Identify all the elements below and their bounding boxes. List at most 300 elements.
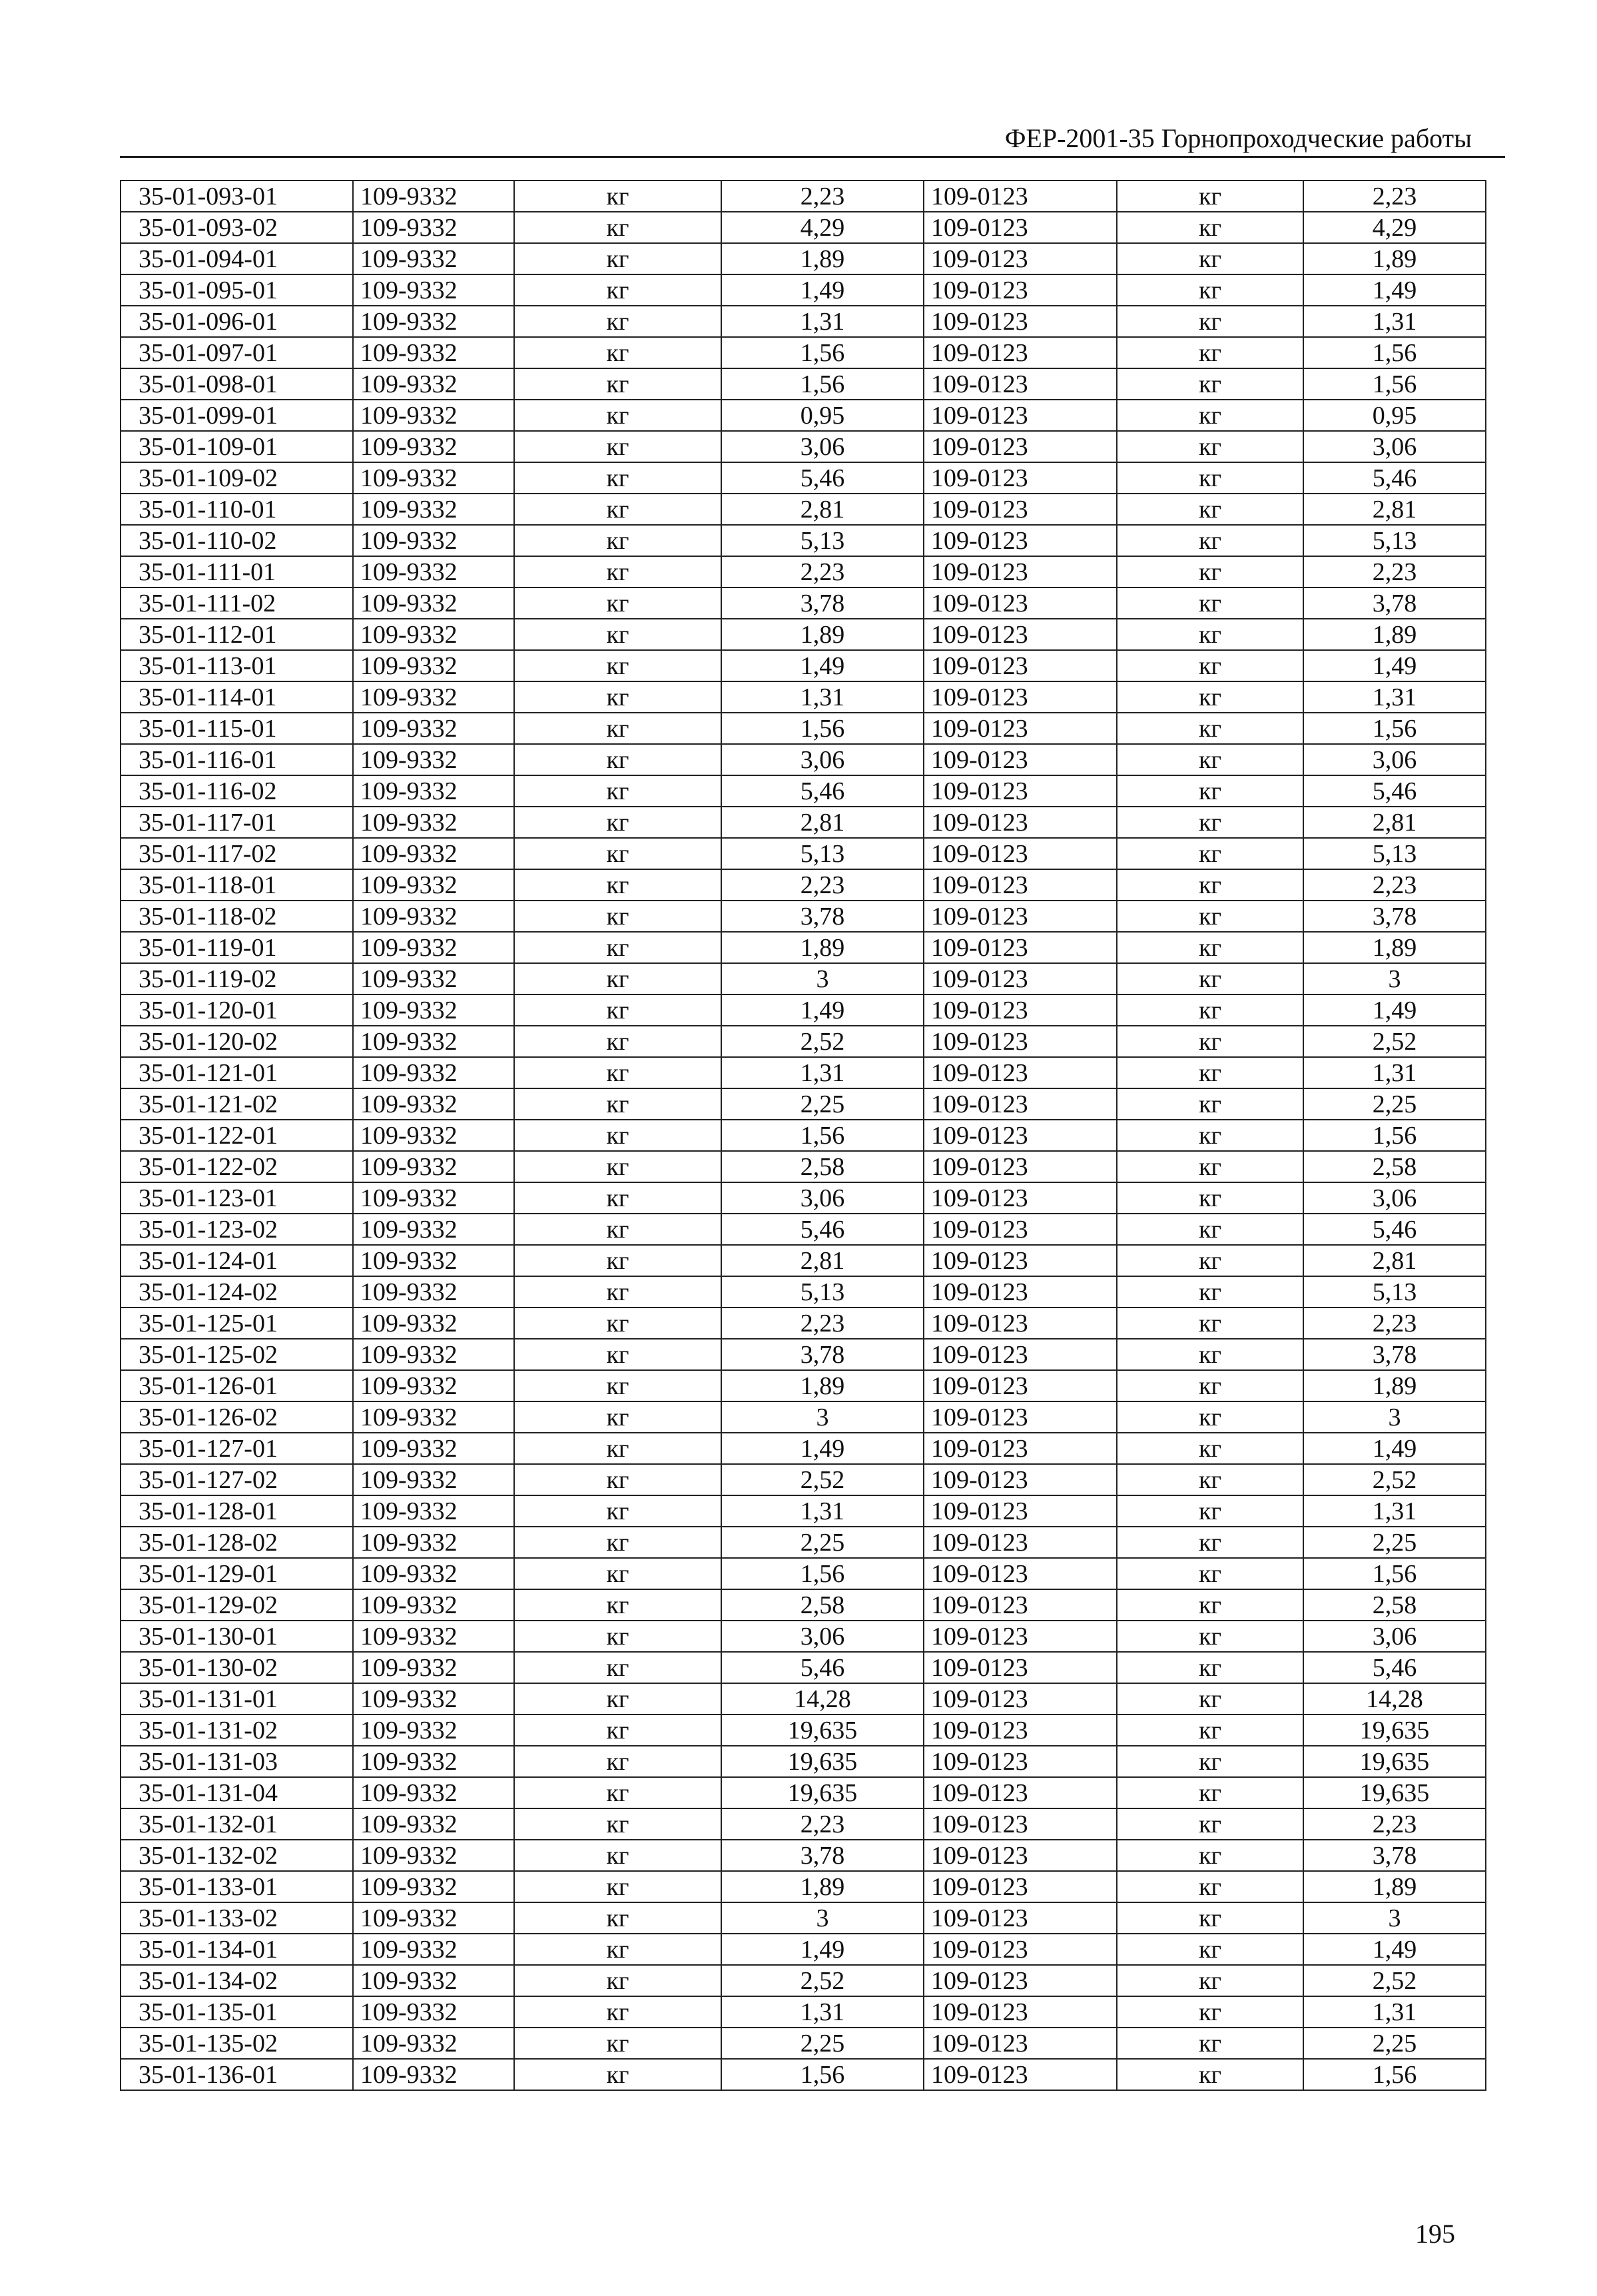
norm-code-cell: 35-01-130-02 xyxy=(121,1652,353,1683)
unit-cell: кг xyxy=(514,525,721,556)
resource-code-cell: 109-9332 xyxy=(353,994,514,1026)
replacement-unit-cell: кг xyxy=(1117,368,1303,400)
table-row xyxy=(121,1808,1486,1840)
norm-code-cell: 35-01-132-01 xyxy=(121,1808,353,1840)
quantity-cell: 3,78 xyxy=(721,587,924,619)
quantity-cell: 2,81 xyxy=(721,494,924,525)
replacement-quantity-cell: 3,78 xyxy=(1303,587,1486,619)
replacement-unit-cell: кг xyxy=(1117,1840,1303,1871)
norm-code-cell: 35-01-128-01 xyxy=(121,1495,353,1527)
replacement-unit-cell: кг xyxy=(1117,619,1303,650)
replacement-quantity-cell: 19,635 xyxy=(1303,1715,1486,1746)
unit-cell: кг xyxy=(514,1746,721,1777)
table-row xyxy=(121,994,1486,1026)
replacement-unit-cell: кг xyxy=(1117,1057,1303,1088)
norm-code-cell: 35-01-094-01 xyxy=(121,243,353,274)
norm-code-cell: 35-01-111-01 xyxy=(121,556,353,587)
unit-cell: кг xyxy=(514,1683,721,1715)
table-row xyxy=(121,807,1486,838)
replacement-quantity-cell: 1,49 xyxy=(1303,650,1486,681)
resource-code-cell: 109-9332 xyxy=(353,2028,514,2059)
quantity-cell: 1,56 xyxy=(721,2059,924,2090)
replacement-unit-cell: кг xyxy=(1117,2028,1303,2059)
replacement-unit-cell: кг xyxy=(1117,494,1303,525)
replacement-unit-cell: кг xyxy=(1117,431,1303,462)
quantity-cell: 1,31 xyxy=(721,681,924,713)
norm-code-cell: 35-01-119-02 xyxy=(121,963,353,994)
replacement-quantity-cell: 2,23 xyxy=(1303,556,1486,587)
resource-code-cell: 109-9332 xyxy=(353,1965,514,1996)
resource-code-cell: 109-9332 xyxy=(353,650,514,681)
table-row xyxy=(121,1746,1486,1777)
norm-code-cell: 35-01-117-01 xyxy=(121,807,353,838)
quantity-cell: 5,46 xyxy=(721,1214,924,1245)
replacement-unit-cell: кг xyxy=(1117,556,1303,587)
replacement-quantity-cell: 5,46 xyxy=(1303,1652,1486,1683)
replacement-quantity-cell: 2,81 xyxy=(1303,1245,1486,1276)
quantity-cell: 3 xyxy=(721,1401,924,1433)
unit-cell: кг xyxy=(514,1902,721,1934)
table-row xyxy=(121,556,1486,587)
replacement-unit-cell: кг xyxy=(1117,2059,1303,2090)
replacement-code-cell: 109-0123 xyxy=(924,1495,1117,1527)
table-row xyxy=(121,1214,1486,1245)
norm-code-cell: 35-01-110-01 xyxy=(121,494,353,525)
quantity-cell: 1,31 xyxy=(721,1495,924,1527)
replacement-quantity-cell: 19,635 xyxy=(1303,1746,1486,1777)
norm-code-cell: 35-01-110-02 xyxy=(121,525,353,556)
replacement-code-cell: 109-0123 xyxy=(924,1308,1117,1339)
replacement-code-cell: 109-0123 xyxy=(924,2028,1117,2059)
replacement-code-cell: 109-0123 xyxy=(924,963,1117,994)
norm-code-cell: 35-01-133-02 xyxy=(121,1902,353,1934)
replacement-code-cell: 109-0123 xyxy=(924,556,1117,587)
unit-cell: кг xyxy=(514,1120,721,1151)
table-row xyxy=(121,368,1486,400)
resource-code-cell: 109-9332 xyxy=(353,1808,514,1840)
quantity-cell: 1,56 xyxy=(721,1558,924,1589)
replacement-unit-cell: кг xyxy=(1117,1151,1303,1182)
quantity-cell: 5,46 xyxy=(721,462,924,494)
resource-code-cell: 109-9332 xyxy=(353,556,514,587)
replacement-unit-cell: кг xyxy=(1117,775,1303,807)
replacement-code-cell: 109-0123 xyxy=(924,1433,1117,1464)
table-row xyxy=(121,1151,1486,1182)
replacement-quantity-cell: 3 xyxy=(1303,963,1486,994)
quantity-cell: 2,52 xyxy=(721,1026,924,1057)
replacement-unit-cell: кг xyxy=(1117,1276,1303,1308)
replacement-code-cell: 109-0123 xyxy=(924,807,1117,838)
resource-code-cell: 109-9332 xyxy=(353,494,514,525)
replacement-quantity-cell: 1,89 xyxy=(1303,1370,1486,1401)
replacement-quantity-cell: 1,56 xyxy=(1303,2059,1486,2090)
resource-code-cell: 109-9332 xyxy=(353,1339,514,1370)
resource-code-cell: 109-9332 xyxy=(353,1433,514,1464)
table-row xyxy=(121,1996,1486,2028)
resource-code-cell: 109-9332 xyxy=(353,1902,514,1934)
replacement-code-cell: 109-0123 xyxy=(924,994,1117,1026)
replacement-unit-cell: кг xyxy=(1117,932,1303,963)
replacement-quantity-cell: 1,31 xyxy=(1303,306,1486,337)
resource-code-cell: 109-9332 xyxy=(353,1214,514,1245)
replacement-code-cell: 109-0123 xyxy=(924,525,1117,556)
replacement-quantity-cell: 2,81 xyxy=(1303,494,1486,525)
unit-cell: кг xyxy=(514,1276,721,1308)
replacement-unit-cell: кг xyxy=(1117,681,1303,713)
table-row xyxy=(121,1777,1486,1808)
replacement-code-cell: 109-0123 xyxy=(924,1746,1117,1777)
quantity-cell: 3,06 xyxy=(721,431,924,462)
table-row xyxy=(121,2028,1486,2059)
replacement-unit-cell: кг xyxy=(1117,1401,1303,1433)
norm-code-cell: 35-01-123-01 xyxy=(121,1182,353,1214)
replacement-quantity-cell: 1,56 xyxy=(1303,1120,1486,1151)
norm-code-cell: 35-01-132-02 xyxy=(121,1840,353,1871)
resource-code-cell: 109-9332 xyxy=(353,1871,514,1902)
replacement-quantity-cell: 3 xyxy=(1303,1902,1486,1934)
replacement-unit-cell: кг xyxy=(1117,1589,1303,1621)
norm-code-cell: 35-01-112-01 xyxy=(121,619,353,650)
unit-cell: кг xyxy=(514,1495,721,1527)
unit-cell: кг xyxy=(514,619,721,650)
resource-code-cell: 109-9332 xyxy=(353,1996,514,2028)
replacement-quantity-cell: 1,49 xyxy=(1303,1433,1486,1464)
replacement-unit-cell: кг xyxy=(1117,462,1303,494)
replacement-quantity-cell: 1,56 xyxy=(1303,368,1486,400)
quantity-cell: 1,49 xyxy=(721,274,924,306)
table-row xyxy=(121,243,1486,274)
replacement-code-cell: 109-0123 xyxy=(924,1057,1117,1088)
norm-code-cell: 35-01-121-01 xyxy=(121,1057,353,1088)
table-row xyxy=(121,1026,1486,1057)
replacement-quantity-cell: 3,78 xyxy=(1303,901,1486,932)
replacement-unit-cell: кг xyxy=(1117,713,1303,744)
replacement-code-cell: 109-0123 xyxy=(924,744,1117,775)
replacement-unit-cell: кг xyxy=(1117,1996,1303,2028)
quantity-cell: 2,23 xyxy=(721,1308,924,1339)
resource-code-cell: 109-9332 xyxy=(353,619,514,650)
table-row xyxy=(121,1527,1486,1558)
unit-cell: кг xyxy=(514,869,721,901)
replacement-code-cell: 109-0123 xyxy=(924,1370,1117,1401)
resource-code-cell: 109-9332 xyxy=(353,1276,514,1308)
norm-code-cell: 35-01-113-01 xyxy=(121,650,353,681)
table-row xyxy=(121,1339,1486,1370)
resource-code-cell: 109-9332 xyxy=(353,1621,514,1652)
table-row xyxy=(121,963,1486,994)
resource-code-cell: 109-9332 xyxy=(353,1464,514,1495)
resource-code-cell: 109-9332 xyxy=(353,431,514,462)
unit-cell: кг xyxy=(514,1182,721,1214)
unit-cell: кг xyxy=(514,1871,721,1902)
unit-cell: кг xyxy=(514,368,721,400)
resource-code-cell: 109-9332 xyxy=(353,306,514,337)
norm-code-cell: 35-01-129-01 xyxy=(121,1558,353,1589)
resource-code-cell: 109-9332 xyxy=(353,1840,514,1871)
unit-cell: кг xyxy=(514,1245,721,1276)
unit-cell: кг xyxy=(514,901,721,932)
replacement-code-cell: 109-0123 xyxy=(924,1871,1117,1902)
quantity-cell: 1,49 xyxy=(721,994,924,1026)
replacement-quantity-cell: 2,58 xyxy=(1303,1589,1486,1621)
replacement-code-cell: 109-0123 xyxy=(924,1934,1117,1965)
table-row xyxy=(121,1621,1486,1652)
replacement-quantity-cell: 19,635 xyxy=(1303,1777,1486,1808)
quantity-cell: 3,06 xyxy=(721,744,924,775)
norm-code-cell: 35-01-131-02 xyxy=(121,1715,353,1746)
table-row xyxy=(121,1652,1486,1683)
norm-code-cell: 35-01-116-02 xyxy=(121,775,353,807)
quantity-cell: 0,95 xyxy=(721,400,924,431)
quantity-cell: 2,81 xyxy=(721,807,924,838)
replacement-unit-cell: кг xyxy=(1117,1339,1303,1370)
quantity-cell: 1,89 xyxy=(721,619,924,650)
table-row xyxy=(121,2059,1486,2090)
unit-cell: кг xyxy=(514,587,721,619)
replacement-unit-cell: кг xyxy=(1117,1715,1303,1746)
norm-code-cell: 35-01-099-01 xyxy=(121,400,353,431)
quantity-cell: 1,89 xyxy=(721,1370,924,1401)
resource-code-cell: 109-9332 xyxy=(353,212,514,243)
replacement-code-cell: 109-0123 xyxy=(924,1276,1117,1308)
quantity-cell: 2,25 xyxy=(721,2028,924,2059)
norm-code-cell: 35-01-124-02 xyxy=(121,1276,353,1308)
table-row xyxy=(121,1433,1486,1464)
table-row xyxy=(121,869,1486,901)
replacement-code-cell: 109-0123 xyxy=(924,368,1117,400)
replacement-quantity-cell: 1,31 xyxy=(1303,1996,1486,2028)
resource-code-cell: 109-9332 xyxy=(353,243,514,274)
table-row xyxy=(121,1464,1486,1495)
quantity-cell: 1,49 xyxy=(721,1934,924,1965)
norm-code-cell: 35-01-096-01 xyxy=(121,306,353,337)
quantity-cell: 1,31 xyxy=(721,306,924,337)
replacement-code-cell: 109-0123 xyxy=(924,431,1117,462)
replacement-code-cell: 109-0123 xyxy=(924,2059,1117,2090)
replacement-quantity-cell: 2,58 xyxy=(1303,1151,1486,1182)
replacement-code-cell: 109-0123 xyxy=(924,1088,1117,1120)
quantity-cell: 2,23 xyxy=(721,869,924,901)
replacement-quantity-cell: 3,06 xyxy=(1303,744,1486,775)
quantity-cell: 2,23 xyxy=(721,181,924,212)
quantity-cell: 5,13 xyxy=(721,525,924,556)
norm-code-cell: 35-01-133-01 xyxy=(121,1871,353,1902)
replacement-code-cell: 109-0123 xyxy=(924,1464,1117,1495)
resource-code-cell: 109-9332 xyxy=(353,400,514,431)
resource-code-cell: 109-9332 xyxy=(353,1401,514,1433)
replacement-quantity-cell: 0,95 xyxy=(1303,400,1486,431)
unit-cell: кг xyxy=(514,1088,721,1120)
replacement-code-cell: 109-0123 xyxy=(924,1808,1117,1840)
resource-code-cell: 109-9332 xyxy=(353,1151,514,1182)
resource-code-cell: 109-9332 xyxy=(353,1558,514,1589)
table-row xyxy=(121,1088,1486,1120)
replacement-code-cell: 109-0123 xyxy=(924,1527,1117,1558)
quantity-cell: 3,78 xyxy=(721,1339,924,1370)
replacement-quantity-cell: 3,78 xyxy=(1303,1339,1486,1370)
replacement-code-cell: 109-0123 xyxy=(924,681,1117,713)
quantity-cell: 1,89 xyxy=(721,1871,924,1902)
replacement-quantity-cell: 1,89 xyxy=(1303,1871,1486,1902)
replacement-code-cell: 109-0123 xyxy=(924,1683,1117,1715)
replacement-code-cell: 109-0123 xyxy=(924,1715,1117,1746)
norm-code-cell: 35-01-123-02 xyxy=(121,1214,353,1245)
replacement-quantity-cell: 2,25 xyxy=(1303,1088,1486,1120)
norm-code-cell: 35-01-114-01 xyxy=(121,681,353,713)
replacement-unit-cell: кг xyxy=(1117,1902,1303,1934)
norm-code-cell: 35-01-115-01 xyxy=(121,713,353,744)
unit-cell: кг xyxy=(514,775,721,807)
unit-cell: кг xyxy=(514,1589,721,1621)
unit-cell: кг xyxy=(514,1621,721,1652)
unit-cell: кг xyxy=(514,1777,721,1808)
norm-code-cell: 35-01-098-01 xyxy=(121,368,353,400)
replacement-code-cell: 109-0123 xyxy=(924,1777,1117,1808)
quantity-cell: 1,56 xyxy=(721,368,924,400)
norm-code-cell: 35-01-136-01 xyxy=(121,2059,353,2090)
replacement-code-cell: 109-0123 xyxy=(924,1996,1117,2028)
replacement-unit-cell: кг xyxy=(1117,869,1303,901)
table-row xyxy=(121,431,1486,462)
replacement-unit-cell: кг xyxy=(1117,1464,1303,1495)
resource-code-cell: 109-9332 xyxy=(353,807,514,838)
replacement-unit-cell: кг xyxy=(1117,1965,1303,1996)
resource-code-cell: 109-9332 xyxy=(353,713,514,744)
quantity-cell: 19,635 xyxy=(721,1746,924,1777)
unit-cell: кг xyxy=(514,400,721,431)
replacement-unit-cell: кг xyxy=(1117,1934,1303,1965)
table-row xyxy=(121,1401,1486,1433)
quantity-cell: 5,13 xyxy=(721,1276,924,1308)
resource-code-cell: 109-9332 xyxy=(353,1308,514,1339)
page-title: ФЕР-2001-35 Горнопроходческие работы xyxy=(1004,123,1472,153)
replacement-unit-cell: кг xyxy=(1117,337,1303,368)
resource-code-cell: 109-9332 xyxy=(353,1245,514,1276)
replacement-unit-cell: кг xyxy=(1117,181,1303,212)
replacement-quantity-cell: 4,29 xyxy=(1303,212,1486,243)
replacement-code-cell: 109-0123 xyxy=(924,1589,1117,1621)
unit-cell: кг xyxy=(514,838,721,869)
resource-code-cell: 109-9332 xyxy=(353,838,514,869)
table-row xyxy=(121,901,1486,932)
quantity-cell: 3,78 xyxy=(721,1840,924,1871)
replacement-code-cell: 109-0123 xyxy=(924,337,1117,368)
replacement-code-cell: 109-0123 xyxy=(924,1151,1117,1182)
replacement-quantity-cell: 5,46 xyxy=(1303,462,1486,494)
table-row xyxy=(121,1057,1486,1088)
replacement-code-cell: 109-0123 xyxy=(924,901,1117,932)
unit-cell: кг xyxy=(514,306,721,337)
norm-code-cell: 35-01-125-02 xyxy=(121,1339,353,1370)
replacement-code-cell: 109-0123 xyxy=(924,1965,1117,1996)
replacement-code-cell: 109-0123 xyxy=(924,494,1117,525)
replacement-code-cell: 109-0123 xyxy=(924,212,1117,243)
unit-cell: кг xyxy=(514,744,721,775)
norm-code-cell: 35-01-109-01 xyxy=(121,431,353,462)
table-row xyxy=(121,619,1486,650)
replacement-unit-cell: кг xyxy=(1117,1558,1303,1589)
table-row xyxy=(121,650,1486,681)
table-row xyxy=(121,1308,1486,1339)
replacement-unit-cell: кг xyxy=(1117,1527,1303,1558)
quantity-cell: 2,23 xyxy=(721,1808,924,1840)
norm-code-cell: 35-01-117-02 xyxy=(121,838,353,869)
norm-code-cell: 35-01-127-01 xyxy=(121,1433,353,1464)
replacement-unit-cell: кг xyxy=(1117,400,1303,431)
unit-cell: кг xyxy=(514,1996,721,2028)
replacement-quantity-cell: 14,28 xyxy=(1303,1683,1486,1715)
replacement-quantity-cell: 1,89 xyxy=(1303,932,1486,963)
resource-code-cell: 109-9332 xyxy=(353,1120,514,1151)
replacement-unit-cell: кг xyxy=(1117,1808,1303,1840)
norms-table xyxy=(120,180,1486,2091)
replacement-quantity-cell: 2,23 xyxy=(1303,869,1486,901)
norm-code-cell: 35-01-131-03 xyxy=(121,1746,353,1777)
norm-code-cell: 35-01-127-02 xyxy=(121,1464,353,1495)
replacement-unit-cell: кг xyxy=(1117,1214,1303,1245)
replacement-unit-cell: кг xyxy=(1117,306,1303,337)
norm-code-cell: 35-01-134-01 xyxy=(121,1934,353,1965)
norm-code-cell: 35-01-122-01 xyxy=(121,1120,353,1151)
norm-code-cell: 35-01-109-02 xyxy=(121,462,353,494)
resource-code-cell: 109-9332 xyxy=(353,1683,514,1715)
replacement-quantity-cell: 2,52 xyxy=(1303,1026,1486,1057)
quantity-cell: 2,52 xyxy=(721,1965,924,1996)
replacement-code-cell: 109-0123 xyxy=(924,274,1117,306)
replacement-unit-cell: кг xyxy=(1117,1182,1303,1214)
replacement-unit-cell: кг xyxy=(1117,901,1303,932)
replacement-quantity-cell: 2,52 xyxy=(1303,1965,1486,1996)
replacement-unit-cell: кг xyxy=(1117,1495,1303,1527)
replacement-unit-cell: кг xyxy=(1117,963,1303,994)
quantity-cell: 1,31 xyxy=(721,1996,924,2028)
replacement-quantity-cell: 1,31 xyxy=(1303,1495,1486,1527)
replacement-quantity-cell: 5,46 xyxy=(1303,775,1486,807)
unit-cell: кг xyxy=(514,1527,721,1558)
unit-cell: кг xyxy=(514,1308,721,1339)
replacement-unit-cell: кг xyxy=(1117,525,1303,556)
replacement-code-cell: 109-0123 xyxy=(924,1401,1117,1433)
norm-code-cell: 35-01-093-01 xyxy=(121,181,353,212)
replacement-code-cell: 109-0123 xyxy=(924,1621,1117,1652)
resource-code-cell: 109-9332 xyxy=(353,1746,514,1777)
norm-code-cell: 35-01-128-02 xyxy=(121,1527,353,1558)
resource-code-cell: 109-9332 xyxy=(353,1057,514,1088)
unit-cell: кг xyxy=(514,963,721,994)
norm-code-cell: 35-01-126-02 xyxy=(121,1401,353,1433)
unit-cell: кг xyxy=(514,431,721,462)
table-row xyxy=(121,274,1486,306)
resource-code-cell: 109-9332 xyxy=(353,1495,514,1527)
norm-code-cell: 35-01-111-02 xyxy=(121,587,353,619)
table-row xyxy=(121,838,1486,869)
unit-cell: кг xyxy=(514,1433,721,1464)
replacement-quantity-cell: 3 xyxy=(1303,1401,1486,1433)
replacement-code-cell: 109-0123 xyxy=(924,1558,1117,1589)
resource-code-cell: 109-9332 xyxy=(353,775,514,807)
replacement-code-cell: 109-0123 xyxy=(924,587,1117,619)
table-row xyxy=(121,181,1486,212)
replacement-quantity-cell: 1,56 xyxy=(1303,713,1486,744)
norm-code-cell: 35-01-119-01 xyxy=(121,932,353,963)
replacement-quantity-cell: 1,56 xyxy=(1303,337,1486,368)
replacement-unit-cell: кг xyxy=(1117,807,1303,838)
table-row xyxy=(121,1589,1486,1621)
unit-cell: кг xyxy=(514,462,721,494)
unit-cell: кг xyxy=(514,212,721,243)
table-row xyxy=(121,775,1486,807)
unit-cell: кг xyxy=(514,1808,721,1840)
